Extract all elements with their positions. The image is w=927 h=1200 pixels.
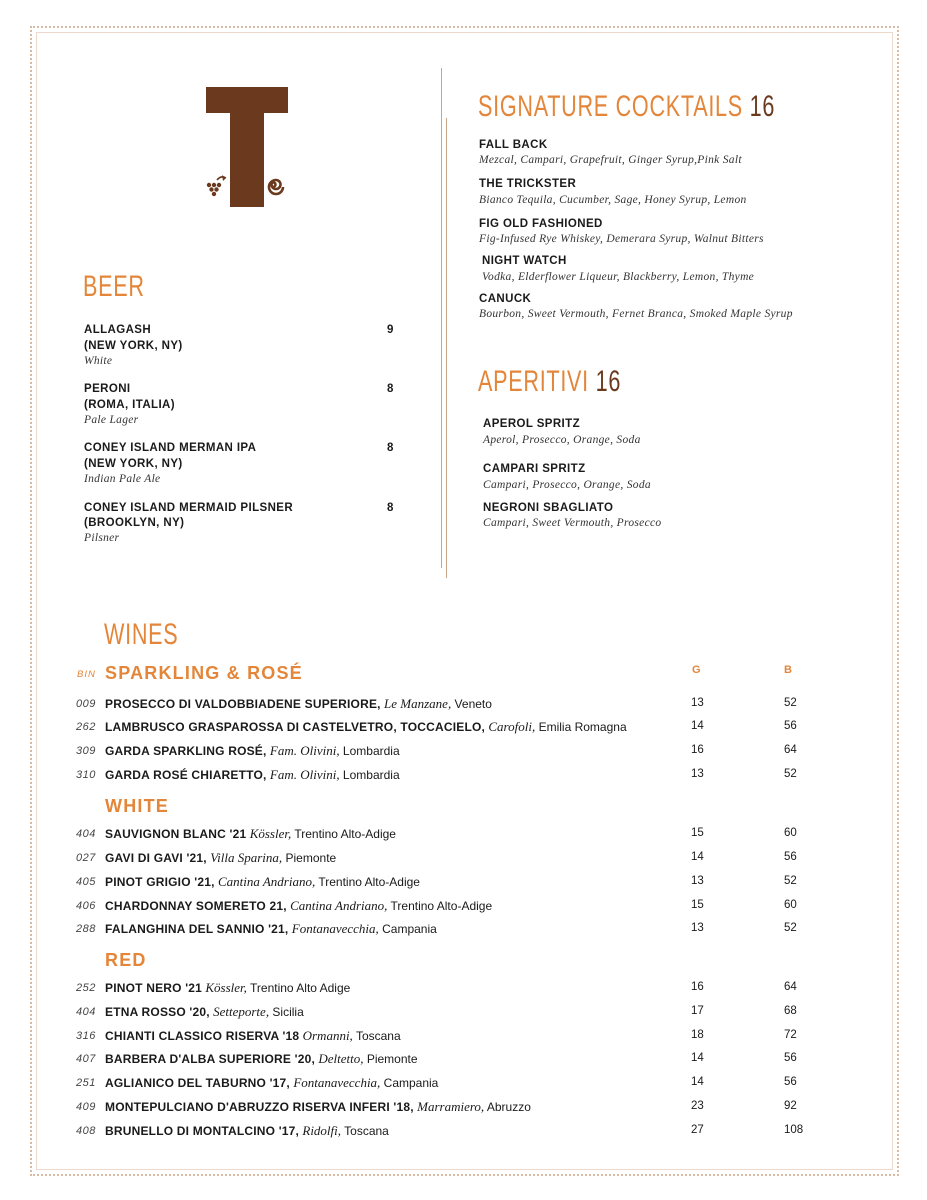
wine-name: SAUVIGNON BLANC '21 xyxy=(105,827,247,841)
wine-glass-price: 17 xyxy=(691,1005,704,1017)
wine-name: GARDA SPARKLING ROSÉ, xyxy=(105,744,267,758)
wine-producer: Carofoli, xyxy=(488,719,536,734)
wine-producer: Marramiero, xyxy=(417,1099,485,1114)
beer-price: 8 xyxy=(387,502,394,514)
wine-bottle-price: 56 xyxy=(784,1052,797,1064)
grape-cluster-icon xyxy=(207,175,226,196)
wine-name: BRUNELLO DI MONTALCINO '17, xyxy=(105,1124,300,1138)
wine-bin: 406 xyxy=(76,900,96,912)
wine-row xyxy=(0,1028,927,1046)
aperitivo-name: CAMPARI SPRITZ xyxy=(483,463,586,475)
aperitivi-price: 16 xyxy=(595,365,622,398)
cocktail-name: THE TRICKSTER xyxy=(479,178,577,190)
red-heading: RED xyxy=(105,950,147,970)
beer-origin: (BROOKLYN, NY) xyxy=(84,517,185,529)
wine-name: CHARDONNAY SOMERETO 21, xyxy=(105,899,287,913)
wine-bottle-price: 60 xyxy=(784,899,797,911)
wine-row xyxy=(0,743,927,761)
wine-glass-price: 16 xyxy=(691,981,704,993)
wine-glass-price: 14 xyxy=(691,1052,704,1064)
wine-name: BARBERA D'ALBA SUPERIORE '20, xyxy=(105,1052,315,1066)
wine-bin: 309 xyxy=(76,745,96,757)
wine-bottle-price: 64 xyxy=(784,981,797,993)
cocktails-title xyxy=(478,90,775,124)
wine-region: Campania xyxy=(382,922,437,936)
wine-bottle-price: 56 xyxy=(784,1076,797,1088)
beer-name: CONEY ISLAND MERMAN IPA xyxy=(84,442,257,454)
wine-bin: 251 xyxy=(76,1077,96,1089)
wine-name: PINOT GRIGIO '21, xyxy=(105,875,215,889)
wine-glass-price: 14 xyxy=(691,851,704,863)
wine-producer: Cantina Andriano, xyxy=(290,898,388,913)
cocktail-desc: Bianco Tequila, Cucumber, Sage, Honey Syrup, Lemon xyxy=(479,194,747,206)
wine-bin: 027 xyxy=(76,852,96,864)
wine-bottle-price: 52 xyxy=(784,875,797,887)
cocktail-name: NIGHT WATCH xyxy=(482,255,567,267)
restaurant-logo xyxy=(203,87,295,207)
beer-style: Pale Lager xyxy=(84,414,139,426)
wine-bin: 252 xyxy=(76,982,96,994)
beer-price: 8 xyxy=(387,383,394,395)
wine-region: Trentino Alto Adige xyxy=(250,981,351,995)
wine-glass-price: 13 xyxy=(691,768,704,780)
aperitivi-title-text: APERITIVI xyxy=(478,365,589,398)
wine-name: GAVI DI GAVI '21, xyxy=(105,851,207,865)
wine-bottle-price: 92 xyxy=(784,1100,797,1112)
wine-row xyxy=(0,1004,927,1022)
wine-name: CHIANTI CLASSICO RISERVA '18 xyxy=(105,1029,300,1043)
wine-glass-price: 13 xyxy=(691,875,704,887)
wine-region: Campania xyxy=(383,1076,439,1090)
wine-row xyxy=(0,1051,927,1069)
wine-bottle-price: 60 xyxy=(784,827,797,839)
wine-region: Sicilia xyxy=(272,1005,304,1019)
beer-price: 9 xyxy=(387,324,394,336)
wine-producer: Setteporte, xyxy=(213,1004,270,1019)
cocktail-desc: Mezcal, Campari, Grapefruit, Ginger Syrup,Pink Salt xyxy=(479,154,742,166)
wine-region: Abruzzo xyxy=(486,1100,531,1114)
wine-row xyxy=(0,921,927,939)
wine-bin: 288 xyxy=(76,923,96,935)
wine-row xyxy=(0,1123,927,1141)
column-divider-right xyxy=(446,118,447,578)
wine-glass-price: 14 xyxy=(691,1076,704,1088)
wine-producer: Fontanavecchia, xyxy=(291,921,379,936)
wine-region: Veneto xyxy=(454,697,492,711)
wine-region: Trentino Alto-Adige xyxy=(318,875,420,889)
wine-glass-price: 15 xyxy=(691,827,704,839)
wine-producer: Cantina Andriano, xyxy=(217,874,316,889)
wine-row xyxy=(0,719,927,737)
cocktail-name: FALL BACK xyxy=(479,139,548,151)
wine-region: Lombardia xyxy=(342,744,400,758)
beer-origin: (NEW YORK, NY) xyxy=(84,340,183,352)
wine-producer: Ormanni, xyxy=(302,1028,353,1043)
white-heading: WHITE xyxy=(105,796,169,816)
wines-title: WINES xyxy=(104,618,179,651)
wine-name: AGLIANICO DEL TABURNO '17, xyxy=(105,1076,290,1090)
wine-bin: 407 xyxy=(76,1053,96,1065)
wine-bottle-price: 52 xyxy=(784,922,797,934)
wine-row xyxy=(0,1099,927,1117)
page-border-inner xyxy=(36,32,893,1170)
beer-price: 8 xyxy=(387,442,394,454)
sparkling-rose-heading: SPARKLING & ROSÉ xyxy=(105,663,303,683)
wine-producer: Villa Sparina, xyxy=(210,850,283,865)
wine-bottle-price: 72 xyxy=(784,1029,797,1041)
wine-glass-price: 15 xyxy=(691,899,704,911)
wine-bin: 404 xyxy=(76,1006,96,1018)
beer-origin: (ROMA, ITALIA) xyxy=(84,399,175,411)
wine-glass-price: 14 xyxy=(691,720,704,732)
aperitivo-name: NEGRONI SBAGLIATO xyxy=(483,502,614,514)
column-divider-left xyxy=(441,68,442,568)
wine-glass-price: 23 xyxy=(691,1100,704,1112)
wine-region: Toscana xyxy=(355,1029,401,1043)
beer-name: PERONI xyxy=(84,383,131,395)
aperitivo-name: APEROL SPRITZ xyxy=(483,418,580,430)
wine-region: Piemonte xyxy=(285,851,337,865)
wine-name: ETNA ROSSO '20, xyxy=(105,1005,210,1019)
wine-region: Piemonte xyxy=(366,1052,418,1066)
wine-bin: 310 xyxy=(76,769,96,781)
aperitivo-desc: Campari, Sweet Vermouth, Prosecco xyxy=(483,517,662,529)
cocktail-desc: Fig-Infused Rye Whiskey, Demerara Syrup, Walnut Bitters xyxy=(479,233,764,245)
wine-row xyxy=(0,874,927,892)
cocktail-desc: Bourbon, Sweet Vermouth, Fernet Branca, Smoked Maple Syrup xyxy=(479,308,793,320)
beer-style: Pilsner xyxy=(84,532,120,544)
cocktails-title-text: SIGNATURE COCKTAILS xyxy=(478,90,743,123)
wine-bin: 009 xyxy=(76,698,96,710)
wine-bin: 316 xyxy=(76,1030,96,1042)
wine-bottle-price: 68 xyxy=(784,1005,797,1017)
wine-bottle-price: 108 xyxy=(784,1124,804,1136)
cocktail-name: FIG OLD FASHIONED xyxy=(479,218,603,230)
beer-title: BEER xyxy=(83,270,145,303)
wine-glass-price: 18 xyxy=(691,1029,704,1041)
wine-glass-price: 13 xyxy=(691,922,704,934)
wine-bin: 409 xyxy=(76,1101,96,1113)
wine-name: GARDA ROSÉ CHIARETTO, xyxy=(105,768,267,782)
wine-name: PINOT NERO '21 xyxy=(105,981,203,995)
wine-bottle-price: 64 xyxy=(784,744,797,756)
aperitivi-title xyxy=(478,365,621,399)
beer-origin: (NEW YORK, NY) xyxy=(84,458,183,470)
wine-region: Lombardia xyxy=(342,768,400,782)
wine-bin: 405 xyxy=(76,876,96,888)
glass-column-label: G xyxy=(692,664,701,676)
wine-bottle-price: 56 xyxy=(784,851,797,863)
wine-glass-price: 27 xyxy=(691,1124,704,1136)
wine-bottle-price: 52 xyxy=(784,768,797,780)
aperitivo-desc: Campari, Prosecco, Orange, Soda xyxy=(483,479,651,491)
wine-row xyxy=(0,980,927,998)
wine-row xyxy=(0,826,927,844)
wine-row xyxy=(0,850,927,868)
wine-producer: Ridolfi, xyxy=(302,1123,342,1138)
wine-glass-price: 13 xyxy=(691,697,704,709)
wine-region: Trentino Alto-Adige xyxy=(294,827,396,841)
cocktail-name: CANUCK xyxy=(479,293,532,305)
wine-glass-price: 16 xyxy=(691,744,704,756)
wine-name: FALANGHINA DEL SANNIO '21, xyxy=(105,922,289,936)
wine-producer: Deltetto, xyxy=(318,1051,364,1066)
bottle-column-label: B xyxy=(784,664,792,676)
beer-style: Indian Pale Ale xyxy=(84,473,161,485)
beer-name: CONEY ISLAND MERMAID PILSNER xyxy=(84,502,294,514)
beer-name: ALLAGASH xyxy=(84,324,152,336)
wine-name: PROSECCO DI VALDOBBIADENE SUPERIORE, xyxy=(105,697,381,711)
spiral-icon xyxy=(269,180,283,194)
wine-row xyxy=(0,1075,927,1093)
wine-bottle-price: 52 xyxy=(784,697,797,709)
wine-producer: Fam. Olivini, xyxy=(269,743,340,758)
wine-row xyxy=(0,898,927,916)
wine-producer: Fam. Olivini, xyxy=(269,767,340,782)
wine-bin: 262 xyxy=(76,721,96,733)
wine-region: Trentino Alto-Adige xyxy=(390,899,493,913)
bin-column-label: BIN xyxy=(77,669,96,680)
aperitivo-desc: Aperol, Prosecco, Orange, Soda xyxy=(483,434,641,446)
wine-bin: 408 xyxy=(76,1125,96,1137)
cocktail-desc: Vodka, Elderflower Liqueur, Blackberry, Lemon, Thyme xyxy=(482,271,755,283)
wine-producer: Fontanavecchia, xyxy=(293,1075,381,1090)
wine-producer: Le Manzane, xyxy=(384,696,452,711)
wine-producer: Kössler, xyxy=(205,980,247,995)
wine-region: Emilia Romagna xyxy=(538,720,627,734)
beer-style: White xyxy=(84,355,113,367)
wine-producer: Kössler, xyxy=(249,826,292,841)
cocktails-price: 16 xyxy=(749,90,776,123)
wine-name: MONTEPULCIANO D'ABRUZZO RISERVA INFERI '18, xyxy=(105,1100,414,1114)
wine-bin: 404 xyxy=(76,828,96,840)
wine-row xyxy=(0,767,927,785)
wine-region: Toscana xyxy=(344,1124,389,1138)
wine-row xyxy=(0,696,927,714)
wine-name: LAMBRUSCO GRASPAROSSA DI CASTELVETRO, TOCCACIELO, xyxy=(105,720,486,734)
wine-bottle-price: 56 xyxy=(784,720,797,732)
